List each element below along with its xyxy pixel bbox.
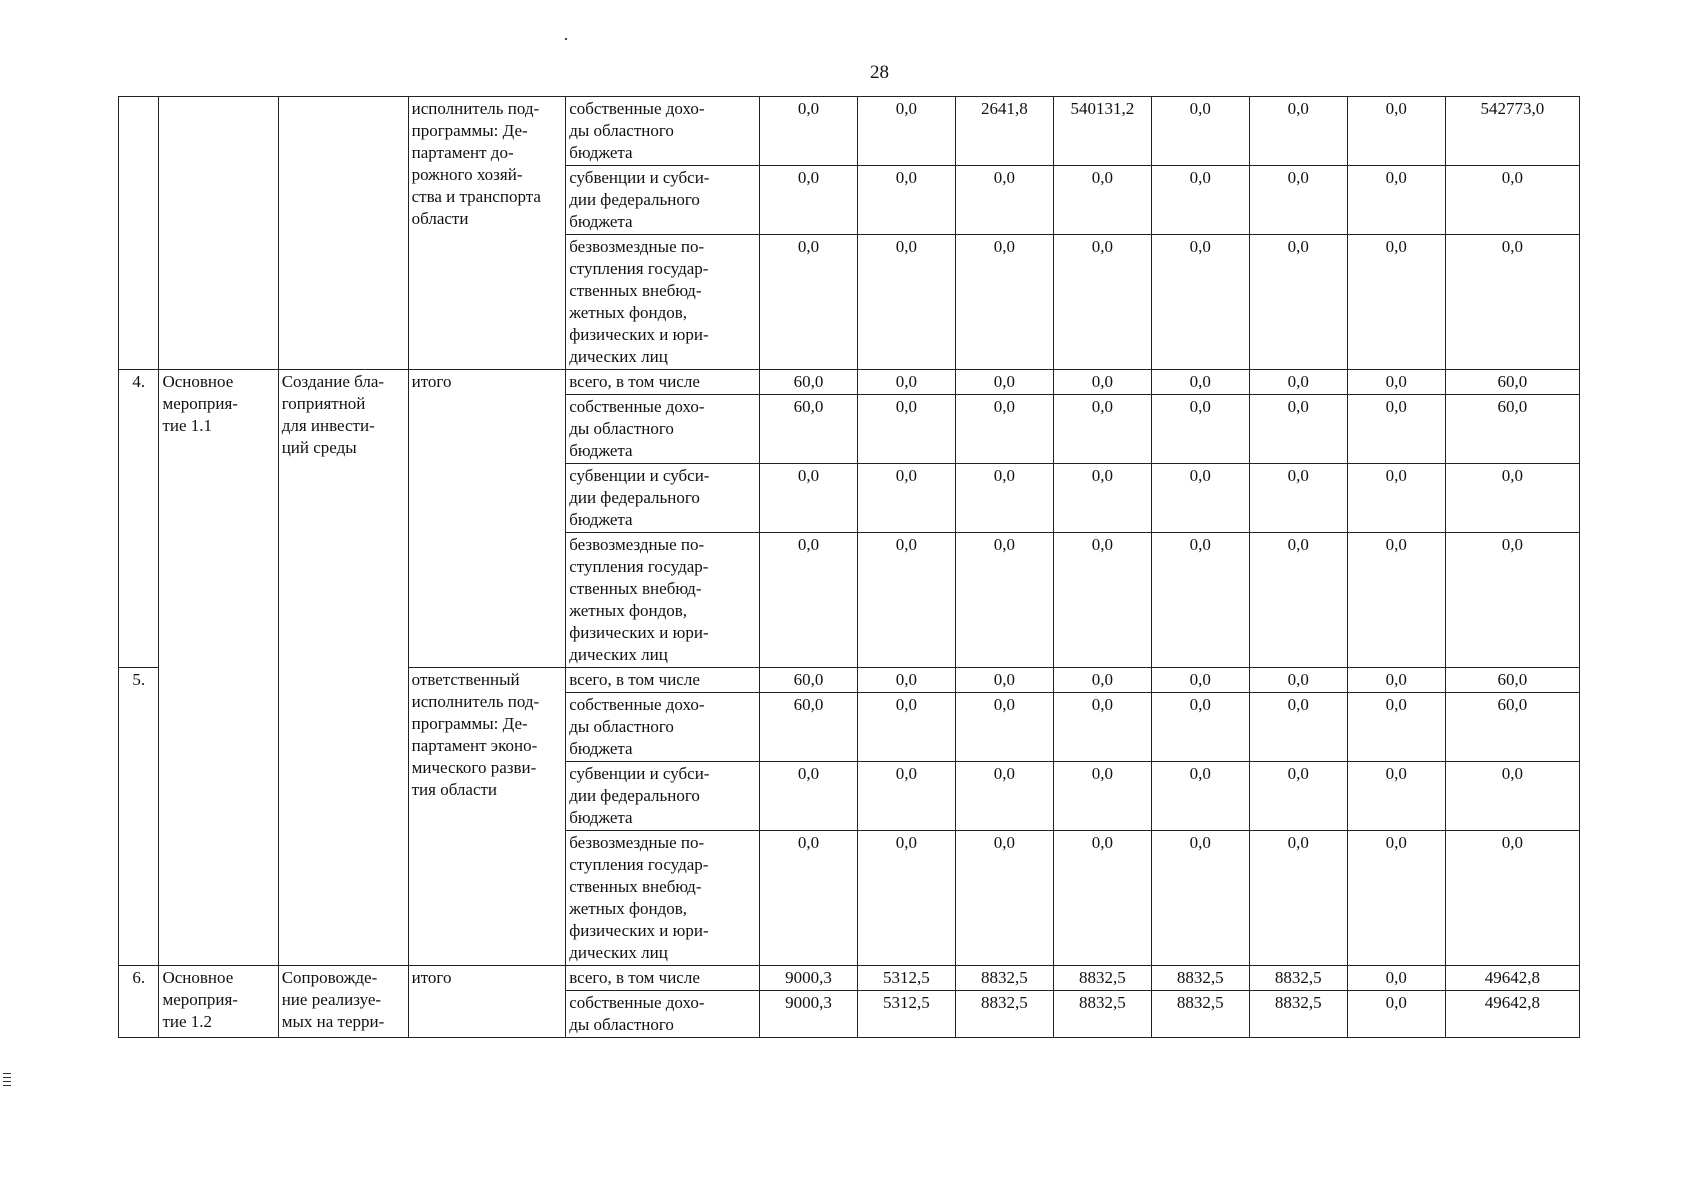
total-value: 0,0 [1445, 831, 1579, 966]
year-value: 0,0 [1053, 831, 1151, 966]
year-value: 0,0 [1347, 533, 1445, 668]
year-value: 0,0 [1249, 464, 1347, 533]
year-value: 0,0 [857, 762, 955, 831]
year-value: 8832,5 [955, 966, 1053, 991]
year-value: 0,0 [955, 693, 1053, 762]
year-value: 0,0 [1249, 166, 1347, 235]
total-value: 0,0 [1445, 762, 1579, 831]
year-value: 9000,3 [760, 966, 858, 991]
year-value: 9000,3 [760, 991, 858, 1038]
row-number: 4. [119, 370, 159, 668]
year-value: 0,0 [1347, 166, 1445, 235]
year-value: 8832,5 [1053, 966, 1151, 991]
event-cell: Основное мероприя- тие 1.2 [159, 966, 278, 1038]
funding-source: всего, в том числе [566, 966, 760, 991]
binding-marks [3, 1070, 11, 1089]
year-value: 0,0 [857, 693, 955, 762]
total-value: 0,0 [1445, 166, 1579, 235]
year-value: 0,0 [1053, 235, 1151, 370]
year-value: 0,0 [857, 668, 955, 693]
funding-source: собственные дохо- ды областного бюджета [566, 693, 760, 762]
total-value: 60,0 [1445, 668, 1579, 693]
year-value: 0,0 [1151, 97, 1249, 166]
total-value: 49642,8 [1445, 966, 1579, 991]
year-value: 0,0 [1249, 395, 1347, 464]
year-value: 8832,5 [1053, 991, 1151, 1038]
year-value: 0,0 [760, 235, 858, 370]
funding-source: субвенции и субси- дии федерального бюджета [566, 762, 760, 831]
year-value: 8832,5 [1249, 991, 1347, 1038]
year-value: 0,0 [857, 97, 955, 166]
year-value: 0,0 [760, 831, 858, 966]
year-value: 8832,5 [1249, 966, 1347, 991]
total-value: 60,0 [1445, 370, 1579, 395]
total-value: 60,0 [1445, 395, 1579, 464]
year-value: 0,0 [955, 370, 1053, 395]
funding-source: безвозмездные по- ступления государ- ственных внебюд- жетных фондов, физических и юри- дических лиц [566, 235, 760, 370]
year-value: 0,0 [857, 395, 955, 464]
year-value: 0,0 [955, 533, 1053, 668]
year-value: 0,0 [760, 533, 858, 668]
row-number: 6. [119, 966, 159, 1038]
year-value: 0,0 [1249, 97, 1347, 166]
table-body [119, 97, 1580, 1038]
year-value: 0,0 [857, 533, 955, 668]
funding-source: собственные дохо- ды областного бюджета [566, 395, 760, 464]
total-value: 0,0 [1445, 533, 1579, 668]
year-value: 0,0 [1249, 693, 1347, 762]
table-row [119, 97, 1580, 166]
year-value: 0,0 [1347, 395, 1445, 464]
name-cell: Создание бла- гоприятной для инвести- ций среды [278, 370, 408, 966]
total-value: 60,0 [1445, 693, 1579, 762]
year-value: 0,0 [1347, 991, 1445, 1038]
total-value: 0,0 [1445, 235, 1579, 370]
funding-source: субвенции и субси- дии федерального бюджета [566, 464, 760, 533]
funding-source: субвенции и субси- дии федерального бюджета [566, 166, 760, 235]
year-value: 0,0 [955, 831, 1053, 966]
year-value: 0,0 [1347, 235, 1445, 370]
year-value: 0,0 [760, 464, 858, 533]
year-value: 0,0 [1249, 762, 1347, 831]
year-value: 0,0 [1053, 693, 1151, 762]
year-value: 0,0 [1151, 235, 1249, 370]
year-value: 0,0 [955, 166, 1053, 235]
year-value: 0,0 [1347, 693, 1445, 762]
total-value: 0,0 [1445, 464, 1579, 533]
row-number [119, 97, 159, 370]
year-value: 0,0 [1053, 166, 1151, 235]
year-value: 0,0 [955, 464, 1053, 533]
year-value: 0,0 [1151, 693, 1249, 762]
year-value: 0,0 [1347, 831, 1445, 966]
year-value: 0,0 [1053, 464, 1151, 533]
table-row [119, 370, 1580, 395]
year-value: 0,0 [1347, 464, 1445, 533]
executor-cell: ответственный исполнитель под- программы: Де- партамент эконо- мического разви- тия области [408, 668, 566, 966]
year-value: 0,0 [1053, 395, 1151, 464]
year-value: 8832,5 [955, 991, 1053, 1038]
scan-speck [565, 38, 567, 40]
funding-table [118, 96, 1580, 1038]
year-value: 0,0 [760, 762, 858, 831]
year-value: 0,0 [1053, 533, 1151, 668]
year-value: 60,0 [760, 370, 858, 395]
year-value: 0,0 [955, 668, 1053, 693]
total-value: 49642,8 [1445, 991, 1579, 1038]
event-cell [159, 97, 278, 370]
year-value: 0,0 [1151, 533, 1249, 668]
funding-source: безвозмездные по- ступления государ- ственных внебюд- жетных фондов, физических и юри- дических лиц [566, 533, 760, 668]
year-value: 0,0 [857, 235, 955, 370]
funding-source: собственные дохо- ды областного бюджета [566, 97, 760, 166]
year-value: 0,0 [1151, 166, 1249, 235]
year-value: 0,0 [1347, 668, 1445, 693]
year-value: 60,0 [760, 693, 858, 762]
year-value: 0,0 [1053, 762, 1151, 831]
executor-cell: итого [408, 370, 566, 668]
year-value: 5312,5 [857, 991, 955, 1038]
funding-source: собственные дохо- ды областного [566, 991, 760, 1038]
year-value: 0,0 [1347, 966, 1445, 991]
year-value: 0,0 [857, 831, 955, 966]
year-value: 0,0 [955, 395, 1053, 464]
year-value: 0,0 [760, 97, 858, 166]
year-value: 0,0 [857, 370, 955, 395]
name-cell [278, 97, 408, 370]
year-value: 0,0 [1151, 395, 1249, 464]
table-row [119, 966, 1580, 991]
funding-source: всего, в том числе [566, 370, 760, 395]
year-value: 0,0 [1347, 762, 1445, 831]
year-value: 60,0 [760, 668, 858, 693]
event-cell: Основное мероприя- тие 1.1 [159, 370, 278, 966]
year-value: 0,0 [1151, 464, 1249, 533]
year-value: 540131,2 [1053, 97, 1151, 166]
year-value: 0,0 [760, 166, 858, 235]
year-value: 8832,5 [1151, 966, 1249, 991]
year-value: 5312,5 [857, 966, 955, 991]
funding-source: безвозмездные по- ступления государ- ственных внебюд- жетных фондов, физических и юри- дических лиц [566, 831, 760, 966]
executor-cell: исполнитель под- программы: Де- партамент до- рожного хозяй- ства и транспорта области [408, 97, 566, 370]
year-value: 0,0 [1151, 668, 1249, 693]
year-value: 2641,8 [955, 97, 1053, 166]
year-value: 0,0 [857, 166, 955, 235]
year-value: 0,0 [857, 464, 955, 533]
year-value: 0,0 [955, 762, 1053, 831]
funding-source: всего, в том числе [566, 668, 760, 693]
year-value: 60,0 [760, 395, 858, 464]
year-value: 0,0 [1249, 533, 1347, 668]
name-cell: Сопровожде- ние реализуе- мых на терри- [278, 966, 408, 1038]
year-value: 0,0 [1347, 370, 1445, 395]
year-value: 0,0 [1151, 831, 1249, 966]
year-value: 0,0 [1249, 235, 1347, 370]
year-value: 0,0 [1249, 831, 1347, 966]
year-value: 8832,5 [1151, 991, 1249, 1038]
year-value: 0,0 [1053, 370, 1151, 395]
year-value: 0,0 [955, 235, 1053, 370]
page-number: 28 [870, 62, 889, 83]
year-value: 0,0 [1249, 668, 1347, 693]
year-value: 0,0 [1151, 370, 1249, 395]
year-value: 0,0 [1151, 762, 1249, 831]
row-number: 5. [119, 668, 159, 966]
executor-cell: итого [408, 966, 566, 1038]
year-value: 0,0 [1249, 370, 1347, 395]
year-value: 0,0 [1053, 668, 1151, 693]
total-value: 542773,0 [1445, 97, 1579, 166]
year-value: 0,0 [1347, 97, 1445, 166]
